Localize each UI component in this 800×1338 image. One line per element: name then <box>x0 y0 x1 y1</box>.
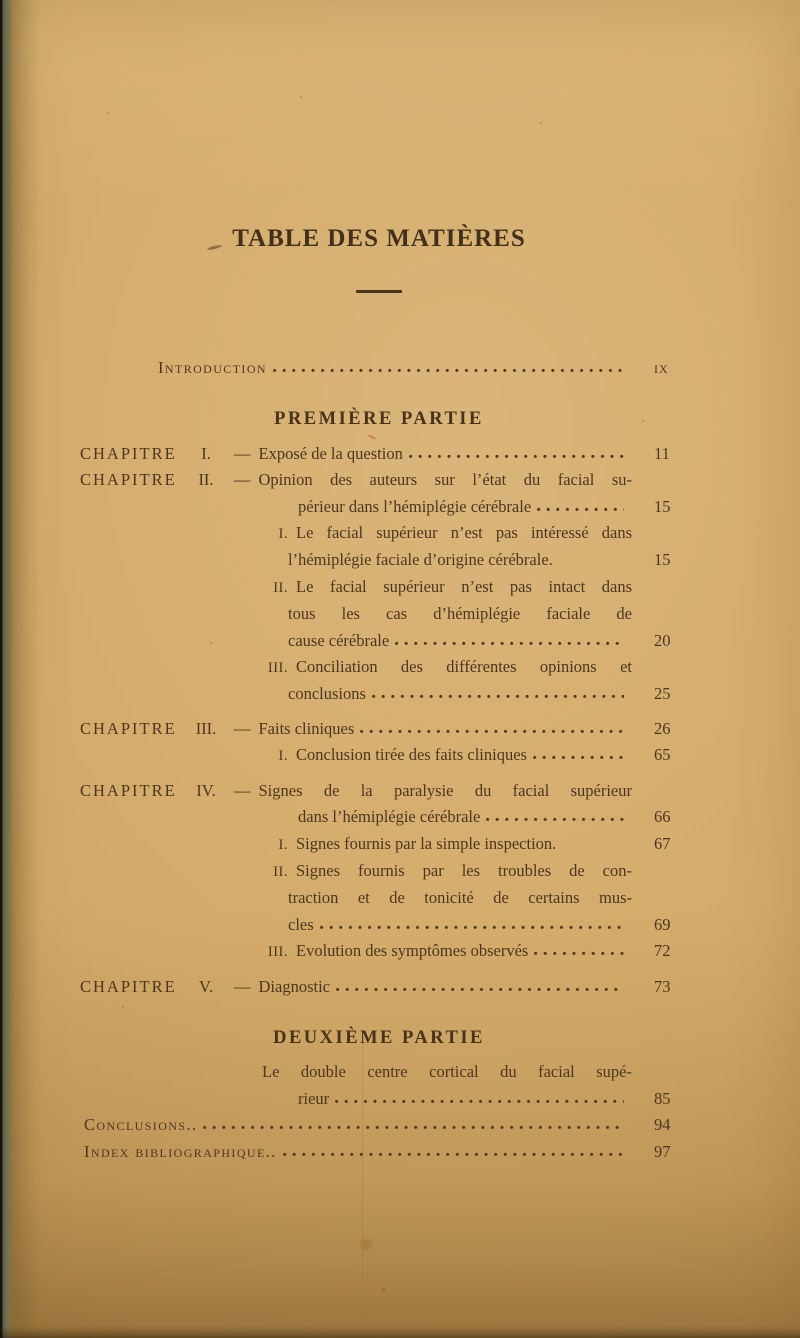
page-number: 15 <box>654 496 671 516</box>
toc-line <box>80 778 678 804</box>
em-dash: — <box>234 780 251 800</box>
toc-line <box>80 912 678 938</box>
entry-text: dans l’hémiplégie cérébrale <box>298 807 481 827</box>
entry-text: périeur dans l’hémiplégie cérébrale <box>298 496 532 516</box>
part-heading <box>80 406 678 432</box>
leader-dots <box>534 951 624 956</box>
entry-text: l’hémiplégie faciale d’origine cérébrale. <box>288 550 553 570</box>
page-title: TABLE DES MATIÈRES <box>232 225 526 252</box>
entry-text: Diagnostic <box>258 976 330 996</box>
entry-text: Conclusions.. <box>84 1115 198 1135</box>
chapter-numeral: I. <box>278 748 288 765</box>
page-number: 26 <box>654 718 671 738</box>
toc-line <box>80 654 678 681</box>
chapter-word: CHAPITRE <box>80 718 177 738</box>
leader-dots <box>320 925 624 930</box>
toc-line <box>80 742 678 769</box>
leader-dots <box>537 507 624 512</box>
page-number: 66 <box>654 807 671 827</box>
page-number: 20 <box>654 630 671 650</box>
leader-dots <box>486 817 624 822</box>
entry-text: Signes de la paralysie du facial supérieur <box>258 780 632 800</box>
chapter-numeral: IV. <box>196 780 216 800</box>
entry-text: rieur <box>298 1088 330 1108</box>
leader-dots <box>360 729 624 734</box>
entry-text: Faits cliniques <box>258 718 355 738</box>
chapter-numeral: II. <box>198 470 214 490</box>
entry-text: Signes fournis par les troubles de con- <box>296 860 632 880</box>
em-dash: — <box>234 718 251 738</box>
page-number: 69 <box>654 914 671 934</box>
chapter-word: CHAPITRE <box>80 780 177 800</box>
entry-text: Exposé de la question <box>258 443 403 463</box>
toc-line <box>80 574 678 601</box>
entry-text: Index bibliographique.. <box>84 1141 277 1161</box>
entry-text: Conciliation des différentes opinions et <box>296 657 632 677</box>
page-number: 94 <box>654 1115 671 1135</box>
chapter-numeral: III. <box>267 660 288 677</box>
page-number: ix <box>654 358 669 377</box>
toc-line <box>80 467 678 493</box>
entry-text: Opinion des auteurs sur l’état du facial su- <box>258 470 632 490</box>
table-of-contents <box>80 355 678 1165</box>
chapter-numeral: II. <box>273 863 288 880</box>
chapter-numeral: III. <box>267 944 288 961</box>
em-dash: — <box>234 470 251 490</box>
entry-text: Conclusion tirée des faits cliniques <box>296 745 527 765</box>
chapter-word: CHAPITRE <box>80 470 177 490</box>
entry-text: cles <box>288 914 314 934</box>
entry-text: Le double centre cortical du facial supé- <box>262 1062 632 1082</box>
toc-line <box>80 974 678 1000</box>
leader-dots <box>336 987 624 992</box>
leader-dots <box>395 641 624 646</box>
leader-dots <box>203 1125 624 1130</box>
entry-text: traction et de tonicité de certains mus- <box>288 888 632 908</box>
chapter-numeral: II. <box>273 579 288 596</box>
page-number: 25 <box>654 684 671 704</box>
part-heading <box>80 1025 678 1051</box>
toc-line <box>80 520 678 547</box>
leader-spacer <box>562 844 624 849</box>
toc-line <box>80 885 678 911</box>
toc-line <box>80 804 678 830</box>
toc-line <box>80 547 678 573</box>
entry-text: conclusions <box>288 684 366 704</box>
chapter-numeral: III. <box>195 718 217 738</box>
leader-dots <box>372 694 624 699</box>
leader-dots <box>533 755 624 760</box>
em-dash: — <box>234 443 251 463</box>
em-dash: — <box>234 976 251 996</box>
toc-line <box>80 1139 678 1165</box>
page-number: 73 <box>654 976 671 996</box>
chapter-word: CHAPITRE <box>80 976 177 996</box>
toc-line <box>80 716 678 742</box>
toc-line <box>80 628 678 654</box>
toc-line <box>80 681 678 707</box>
toc-line <box>80 1112 678 1138</box>
page-number: 97 <box>654 1141 671 1161</box>
leader-dots <box>409 454 624 459</box>
chapter-numeral: I. <box>201 443 211 463</box>
page-bottom-edge <box>0 1326 800 1338</box>
leader-dots <box>335 1099 624 1104</box>
page-content <box>80 0 678 1165</box>
toc-line <box>80 441 678 467</box>
book-binding-edge <box>0 0 42 1338</box>
leader-dots <box>283 1152 624 1157</box>
page-number: 72 <box>654 941 671 961</box>
chapter-word: CHAPITRE <box>80 443 177 463</box>
chapter-numeral: V. <box>199 976 213 996</box>
paper-speck <box>382 1288 385 1291</box>
leader-dots <box>273 368 624 373</box>
toc-line <box>80 355 678 381</box>
entry-text: Evolution des symptômes observés <box>296 941 529 961</box>
entry-text: Signes fournis par la simple inspection. <box>296 833 557 853</box>
entry-text: Le facial supérieur n’est pas intact dans <box>296 576 632 596</box>
title-divider-rule <box>356 290 402 293</box>
paper-stain <box>358 1238 374 1251</box>
entry-text: tous les cas d’hémiplégie faciale de <box>288 604 632 624</box>
chapter-numeral: I. <box>278 526 288 543</box>
part-heading-text: PREMIÈRE PARTIE <box>274 409 484 430</box>
toc-line <box>80 831 678 858</box>
toc-line <box>80 1086 678 1112</box>
part-heading-text: DEUXIÈME PARTIE <box>273 1027 485 1048</box>
toc-line <box>80 1059 678 1085</box>
toc-line <box>80 858 678 885</box>
page-number: 11 <box>654 443 670 463</box>
page-number: 15 <box>654 550 671 570</box>
toc-line <box>80 938 678 965</box>
toc-line <box>80 494 678 520</box>
chapter-numeral: I. <box>278 836 288 853</box>
page-number: 65 <box>654 745 671 765</box>
entry-text: cause cérébrale <box>288 630 390 650</box>
toc-line <box>80 601 678 627</box>
page-number: 85 <box>654 1088 671 1108</box>
leader-spacer <box>559 560 624 565</box>
page-number: 67 <box>654 833 671 853</box>
entry-text: Le facial supérieur n’est pas intéressé dans <box>296 523 632 543</box>
entry-text: Introduction <box>158 358 267 377</box>
